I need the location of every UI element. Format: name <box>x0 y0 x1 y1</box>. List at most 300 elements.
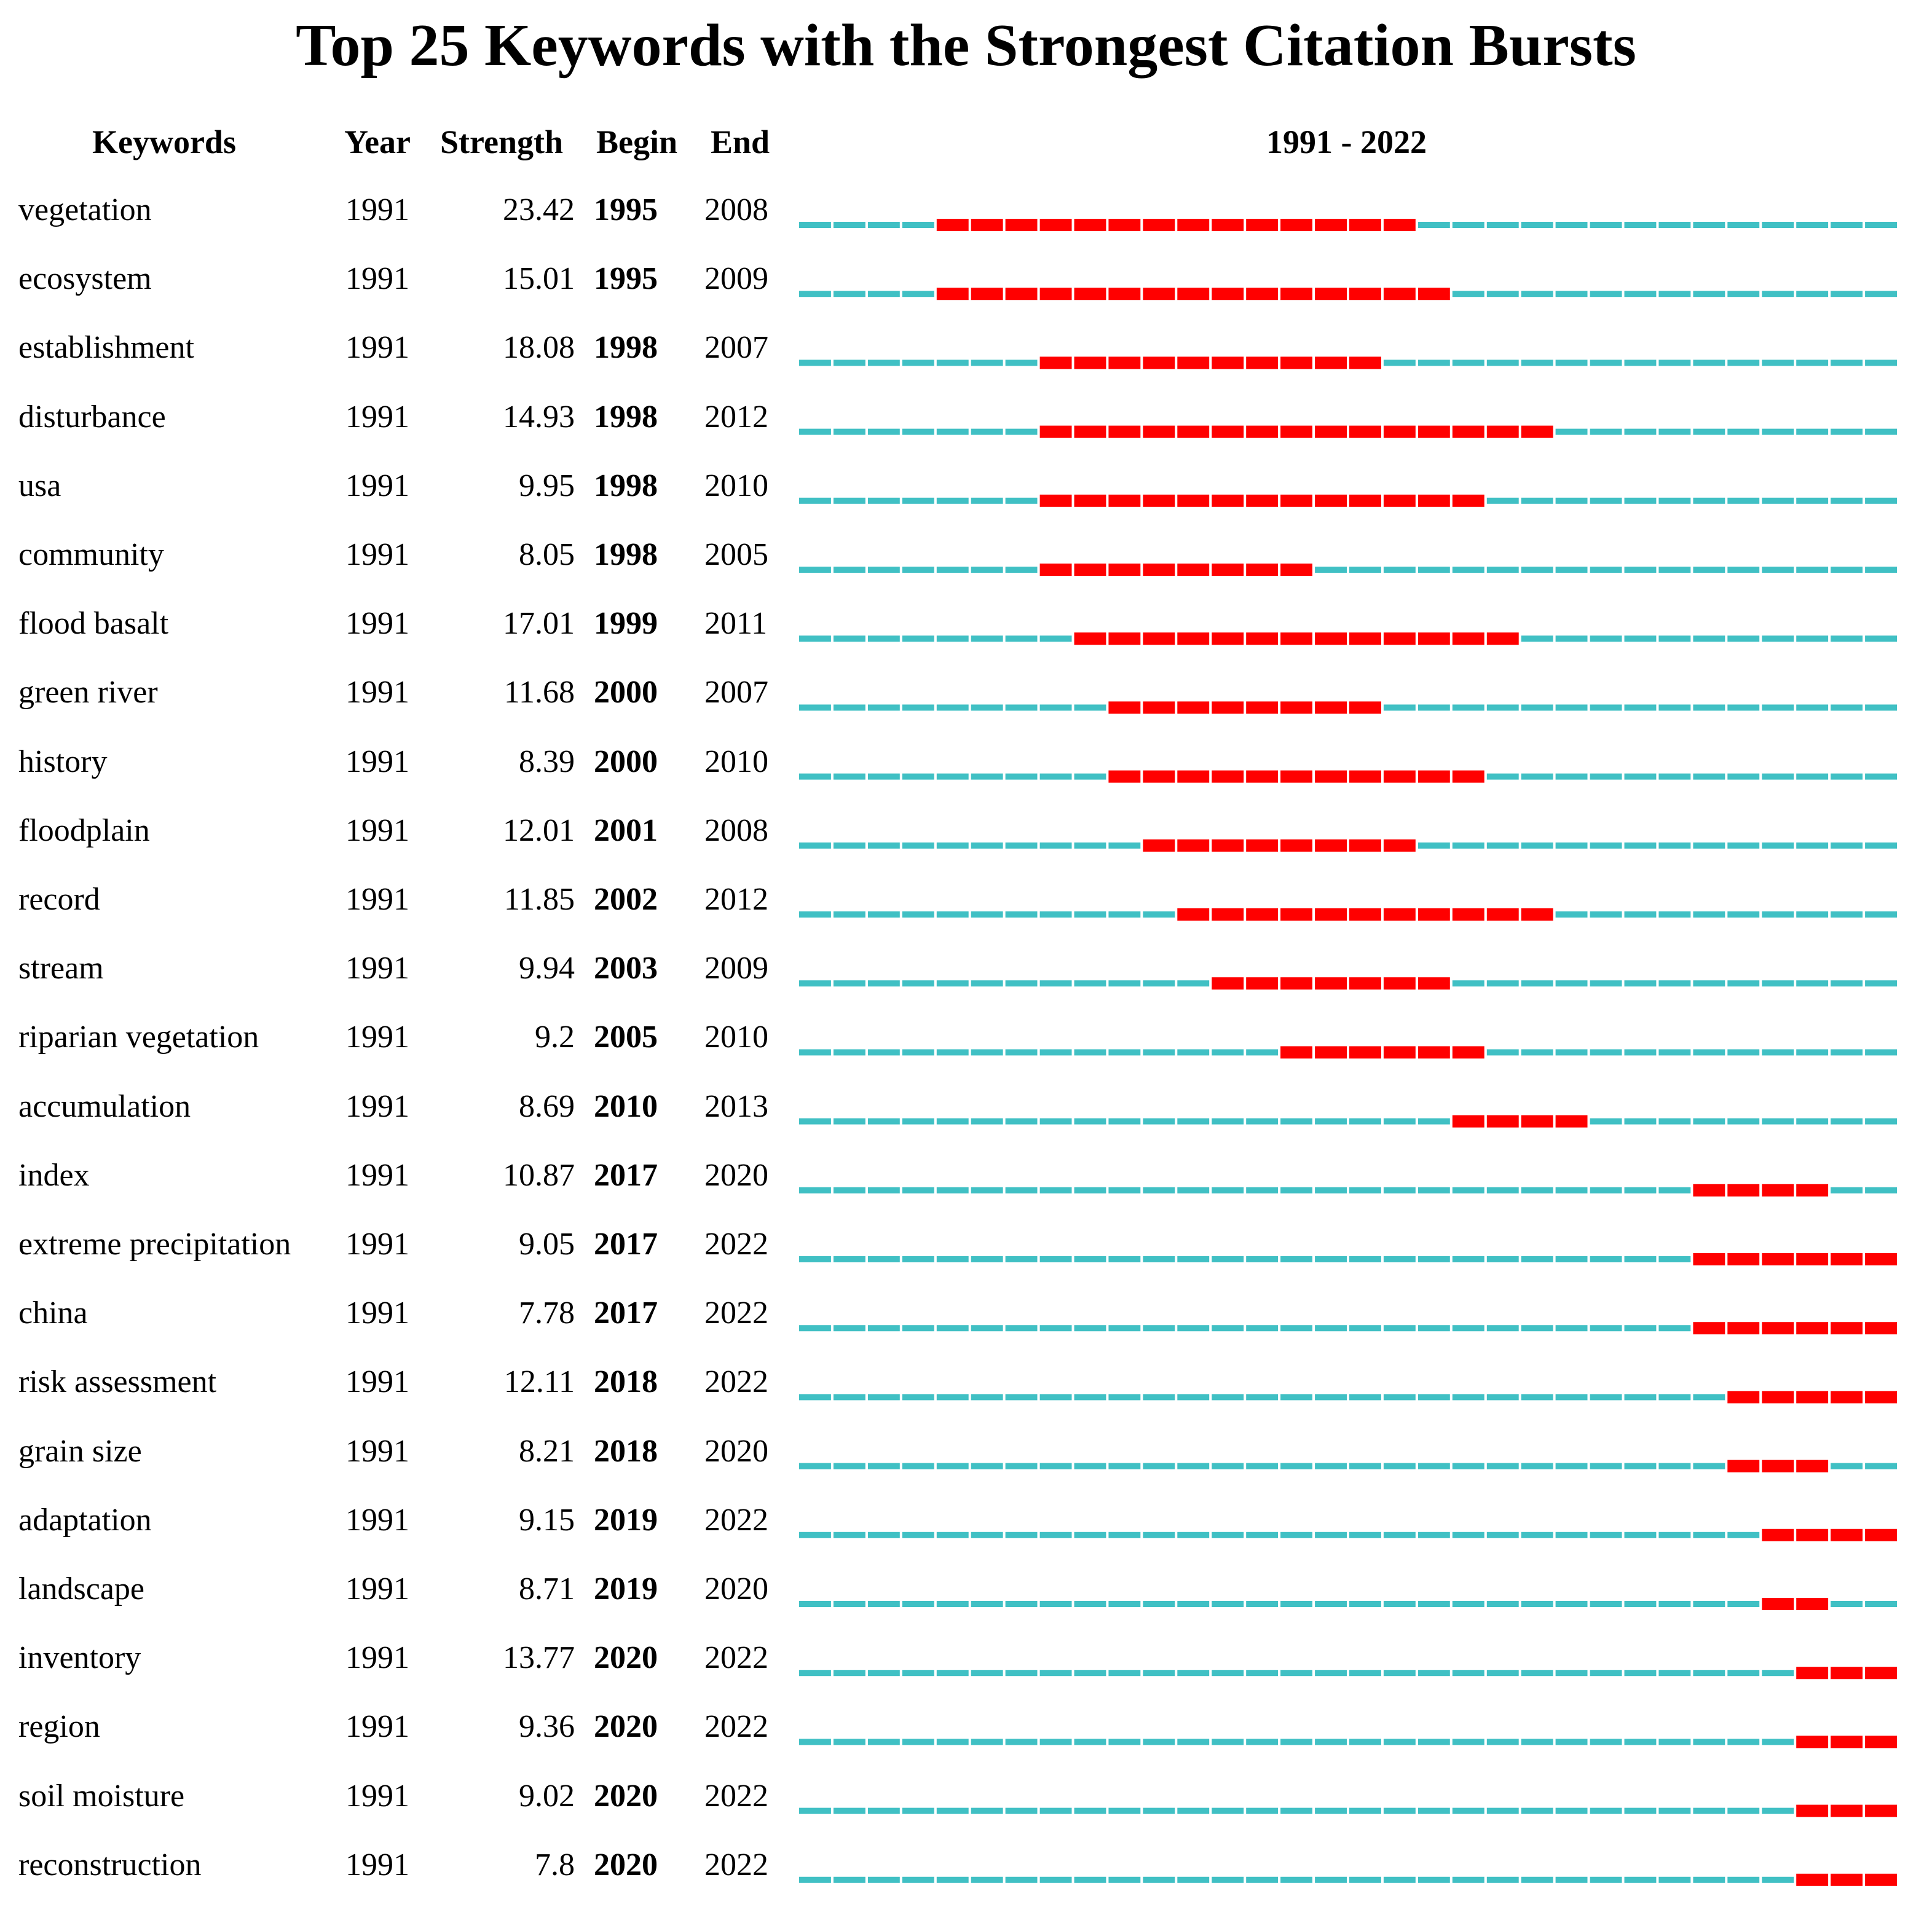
burst-segment <box>1280 426 1312 438</box>
header-year: Year <box>344 124 411 160</box>
burst-segment <box>1418 977 1450 989</box>
baseline-segment <box>1006 1601 1038 1607</box>
baseline-segment <box>1727 704 1759 710</box>
baseline-segment <box>799 1808 831 1814</box>
baseline-segment <box>1212 1394 1244 1400</box>
baseline-segment <box>868 1325 900 1331</box>
baseline-segment <box>1280 1463 1312 1469</box>
baseline-segment <box>1521 1463 1553 1469</box>
baseline-segment <box>1074 1877 1106 1883</box>
baseline-segment <box>1177 1463 1209 1469</box>
burst-segment <box>937 219 969 231</box>
baseline-segment <box>1625 429 1657 435</box>
baseline-segment <box>1625 1463 1657 1469</box>
row-year: 1991 <box>345 1364 409 1400</box>
baseline-segment <box>1006 1739 1038 1745</box>
burst-segment <box>1418 426 1450 438</box>
row-keyword: adaptation <box>18 1502 152 1538</box>
burst-segment <box>1831 1391 1863 1403</box>
baseline-segment <box>1246 1808 1278 1814</box>
burst-segment <box>1521 908 1553 921</box>
burst-segment <box>1143 701 1175 714</box>
burst-segment <box>1693 1184 1725 1197</box>
baseline-segment <box>1074 1049 1106 1055</box>
burst-segment <box>1796 1874 1828 1886</box>
baseline-segment <box>1074 843 1106 849</box>
baseline-segment <box>1006 1187 1038 1193</box>
baseline-segment <box>1040 1808 1072 1814</box>
baseline-segment <box>1762 498 1794 504</box>
baseline-segment <box>937 1394 969 1400</box>
baseline-segment <box>1521 774 1553 780</box>
baseline-segment <box>1315 1808 1347 1814</box>
baseline-segment <box>1831 635 1863 642</box>
baseline-segment <box>1418 360 1450 366</box>
baseline-segment <box>971 635 1003 642</box>
baseline-segment <box>1521 1187 1553 1193</box>
baseline-segment <box>1658 1187 1690 1193</box>
baseline-segment <box>1831 774 1863 780</box>
row-keyword: ecosystem <box>18 261 152 297</box>
baseline-segment <box>1693 1739 1725 1745</box>
baseline-segment <box>1796 704 1828 710</box>
burst-segment <box>1212 219 1244 231</box>
baseline-segment <box>971 1808 1003 1814</box>
baseline-segment <box>1384 1187 1416 1193</box>
baseline-segment <box>1143 1808 1175 1814</box>
baseline-segment <box>1590 704 1622 710</box>
baseline-segment <box>1796 774 1828 780</box>
baseline-segment <box>1762 567 1794 573</box>
baseline-segment <box>902 980 934 986</box>
burst-segment <box>1212 701 1244 714</box>
baseline-segment <box>868 1119 900 1125</box>
baseline-segment <box>1556 843 1588 849</box>
baseline-segment <box>1074 1670 1106 1676</box>
baseline-segment <box>1074 980 1106 986</box>
baseline-segment <box>1556 1463 1588 1469</box>
burst-segment <box>1865 1391 1897 1403</box>
baseline-segment <box>902 1877 934 1883</box>
baseline-segment <box>799 1119 831 1125</box>
baseline-segment <box>902 704 934 710</box>
row-begin: 2000 <box>594 675 658 710</box>
baseline-segment <box>1006 911 1038 918</box>
row-strength: 8.21 <box>519 1433 575 1469</box>
row-year: 1991 <box>345 1640 409 1676</box>
burst-segment <box>1074 356 1106 369</box>
burst-segment <box>1521 1115 1553 1128</box>
baseline-segment <box>834 1463 865 1469</box>
baseline-segment <box>1143 1256 1175 1262</box>
baseline-segment <box>1349 1256 1381 1262</box>
baseline-segment <box>1143 1325 1175 1331</box>
baseline-segment <box>1074 1394 1106 1400</box>
baseline-segment <box>799 704 831 710</box>
baseline-segment <box>799 1187 831 1193</box>
baseline-segment <box>902 1325 934 1331</box>
row-begin: 2018 <box>594 1433 658 1469</box>
baseline-segment <box>1796 635 1828 642</box>
burst-segment <box>1246 701 1278 714</box>
row-strength: 23.42 <box>503 192 575 227</box>
burst-segment <box>1074 426 1106 438</box>
baseline-segment <box>1865 1463 1897 1469</box>
baseline-segment <box>1418 1325 1450 1331</box>
burst-segment <box>1177 771 1209 783</box>
burst-segment <box>1418 495 1450 507</box>
baseline-segment <box>1074 911 1106 918</box>
burst-segment <box>1384 908 1416 921</box>
row-year: 1991 <box>345 1020 409 1055</box>
burst-segment <box>1074 495 1106 507</box>
baseline-segment <box>1074 1601 1106 1607</box>
baseline-segment <box>1831 1463 1863 1469</box>
baseline-segment <box>834 843 865 849</box>
baseline-segment <box>902 774 934 780</box>
row-end: 2022 <box>704 1364 768 1400</box>
baseline-segment <box>971 911 1003 918</box>
baseline-segment <box>1453 1532 1484 1538</box>
row-year: 1991 <box>345 1157 409 1193</box>
baseline-segment <box>1349 1532 1381 1538</box>
burst-segment <box>1418 771 1450 783</box>
baseline-segment <box>1487 1601 1519 1607</box>
baseline-segment <box>834 222 865 228</box>
burst-segment <box>1074 632 1106 645</box>
row-strength: 9.15 <box>519 1502 575 1538</box>
baseline-segment <box>1727 222 1759 228</box>
baseline-segment <box>1246 1670 1278 1676</box>
burst-segment <box>1865 1736 1897 1748</box>
burst-segment <box>1865 1805 1897 1817</box>
baseline-segment <box>1762 1877 1794 1883</box>
baseline-segment <box>1590 291 1622 297</box>
baseline-segment <box>1727 774 1759 780</box>
burst-segment <box>1487 426 1519 438</box>
row-strength: 9.05 <box>519 1227 575 1262</box>
baseline-segment <box>1384 1325 1416 1331</box>
baseline-segment <box>1831 911 1863 918</box>
baseline-segment <box>1177 1601 1209 1607</box>
baseline-segment <box>1006 1670 1038 1676</box>
burst-segment <box>1796 1460 1828 1473</box>
burst-segment <box>1108 564 1140 576</box>
burst-segment <box>1762 1598 1794 1610</box>
baseline-segment <box>1658 843 1690 849</box>
baseline-segment <box>1693 1532 1725 1538</box>
baseline-segment <box>1521 291 1553 297</box>
baseline-segment <box>1040 1670 1072 1676</box>
baseline-segment <box>1796 1049 1828 1055</box>
baseline-segment <box>1658 1256 1690 1262</box>
baseline-segment <box>1074 1256 1106 1262</box>
row-begin: 2001 <box>594 812 658 848</box>
header-strength: Strength <box>440 124 564 160</box>
burst-segment <box>1865 1667 1897 1679</box>
baseline-segment <box>1796 567 1828 573</box>
baseline-segment <box>834 1532 865 1538</box>
burst-segment <box>1315 219 1347 231</box>
baseline-segment <box>1796 360 1828 366</box>
row-strength: 9.2 <box>535 1020 575 1055</box>
baseline-segment <box>1108 843 1140 849</box>
baseline-segment <box>1693 498 1725 504</box>
row-strength: 9.94 <box>519 951 575 986</box>
burst-segment <box>1831 1874 1863 1886</box>
burst-segment <box>1727 1391 1759 1403</box>
baseline-segment <box>1658 222 1690 228</box>
baseline-segment <box>937 360 969 366</box>
baseline-segment <box>1590 843 1622 849</box>
burst-segment <box>1762 1184 1794 1197</box>
baseline-segment <box>1349 1670 1381 1676</box>
baseline-segment <box>1212 1049 1244 1055</box>
burst-segment <box>1040 495 1072 507</box>
baseline-segment <box>937 1256 969 1262</box>
baseline-segment <box>1246 1256 1278 1262</box>
baseline-segment <box>1831 1601 1863 1607</box>
baseline-segment <box>1384 1119 1416 1125</box>
baseline-segment <box>799 980 831 986</box>
baseline-segment <box>1177 1877 1209 1883</box>
baseline-segment <box>868 498 900 504</box>
baseline-segment <box>1521 567 1553 573</box>
baseline-segment <box>1658 1049 1690 1055</box>
baseline-segment <box>1453 1394 1484 1400</box>
baseline-segment <box>1658 1532 1690 1538</box>
burst-segment <box>1349 495 1381 507</box>
baseline-segment <box>1727 498 1759 504</box>
baseline-segment <box>971 774 1003 780</box>
baseline-segment <box>1487 1256 1519 1262</box>
baseline-segment <box>1831 360 1863 366</box>
baseline-segment <box>834 1187 865 1193</box>
baseline-segment <box>937 429 969 435</box>
baseline-segment <box>1040 1187 1072 1193</box>
baseline-segment <box>971 1877 1003 1883</box>
burst-segment <box>1487 908 1519 921</box>
baseline-segment <box>1212 1119 1244 1125</box>
baseline-segment <box>1384 704 1416 710</box>
baseline-segment <box>1762 843 1794 849</box>
baseline-segment <box>1625 1601 1657 1607</box>
burst-segment <box>1212 426 1244 438</box>
baseline-segment <box>868 980 900 986</box>
burst-segment <box>1384 839 1416 852</box>
baseline-segment <box>1453 1601 1484 1607</box>
row-keyword: vegetation <box>18 192 152 227</box>
burst-segment <box>1177 356 1209 369</box>
row-keyword: flood basalt <box>18 606 169 642</box>
baseline-segment <box>971 1187 1003 1193</box>
burst-segment <box>1246 426 1278 438</box>
row-keyword: index <box>18 1157 90 1193</box>
baseline-segment <box>1212 1808 1244 1814</box>
baseline-segment <box>1762 1049 1794 1055</box>
burst-segment <box>1280 495 1312 507</box>
baseline-segment <box>1143 911 1175 918</box>
row-end: 2020 <box>704 1571 768 1606</box>
baseline-segment <box>1865 1187 1897 1193</box>
burst-segment <box>1212 977 1244 989</box>
baseline-segment <box>1831 222 1863 228</box>
baseline-segment <box>868 704 900 710</box>
baseline-segment <box>902 360 934 366</box>
baseline-segment <box>1590 429 1622 435</box>
row-keyword: stream <box>18 951 104 986</box>
baseline-segment <box>902 222 934 228</box>
baseline-segment <box>1418 1670 1450 1676</box>
baseline-segment <box>1280 1325 1312 1331</box>
burst-segment <box>1246 632 1278 645</box>
baseline-segment <box>1831 567 1863 573</box>
row-begin: 2005 <box>594 1020 658 1055</box>
baseline-segment <box>1280 1119 1312 1125</box>
baseline-segment <box>1762 291 1794 297</box>
baseline-segment <box>937 1049 969 1055</box>
baseline-segment <box>1108 980 1140 986</box>
baseline-segment <box>1143 1601 1175 1607</box>
baseline-segment <box>868 1670 900 1676</box>
row-begin: 2019 <box>594 1502 658 1538</box>
burst-segment <box>1693 1322 1725 1334</box>
baseline-segment <box>1727 1601 1759 1607</box>
baseline-segment <box>1556 498 1588 504</box>
baseline-segment <box>1625 704 1657 710</box>
burst-segment <box>1796 1529 1828 1541</box>
baseline-segment <box>1556 1325 1588 1331</box>
row-keyword: community <box>18 537 164 572</box>
baseline-segment <box>1625 1394 1657 1400</box>
row-begin: 2020 <box>594 1778 658 1814</box>
baseline-segment <box>1143 1877 1175 1883</box>
baseline-segment <box>971 1256 1003 1262</box>
burst-segment <box>1246 495 1278 507</box>
row-strength: 17.01 <box>503 606 575 642</box>
baseline-segment <box>1006 1463 1038 1469</box>
row-keyword: establishment <box>18 330 194 366</box>
baseline-segment <box>1521 704 1553 710</box>
baseline-segment <box>1556 980 1588 986</box>
burst-segment <box>1177 839 1209 852</box>
burst-segment <box>1384 1046 1416 1058</box>
row-strength: 8.71 <box>519 1571 575 1606</box>
row-keyword: risk assessment <box>18 1364 217 1400</box>
burst-segment <box>1796 1736 1828 1748</box>
baseline-segment <box>799 1394 831 1400</box>
baseline-segment <box>1074 1187 1106 1193</box>
baseline-segment <box>799 774 831 780</box>
baseline-segment <box>1762 1119 1794 1125</box>
burst-segment <box>1246 908 1278 921</box>
baseline-segment <box>834 1601 865 1607</box>
row-end: 2011 <box>704 606 768 642</box>
baseline-segment <box>1315 1601 1347 1607</box>
row-year: 1991 <box>345 261 409 297</box>
baseline-segment <box>1625 291 1657 297</box>
baseline-segment <box>1625 774 1657 780</box>
baseline-segment <box>1865 911 1897 918</box>
baseline-segment <box>1108 1808 1140 1814</box>
burst-segment <box>1315 632 1347 645</box>
row-year: 1991 <box>345 1088 409 1124</box>
burst-segment <box>1143 356 1175 369</box>
baseline-segment <box>1040 1394 1072 1400</box>
baseline-segment <box>1658 291 1690 297</box>
row-year: 1991 <box>345 1433 409 1469</box>
baseline-segment <box>1556 774 1588 780</box>
baseline-segment <box>868 1394 900 1400</box>
baseline-segment <box>1658 1601 1690 1607</box>
baseline-segment <box>1315 1394 1347 1400</box>
baseline-segment <box>1556 429 1588 435</box>
baseline-segment <box>1658 635 1690 642</box>
baseline-segment <box>937 911 969 918</box>
baseline-segment <box>1521 360 1553 366</box>
burst-segment <box>1796 1598 1828 1610</box>
row-year: 1991 <box>345 1709 409 1745</box>
baseline-segment <box>1487 1532 1519 1538</box>
burst-segment <box>1143 219 1175 231</box>
baseline-segment <box>868 911 900 918</box>
baseline-segment <box>1384 1808 1416 1814</box>
burst-segment <box>1384 288 1416 300</box>
baseline-segment <box>1727 1877 1759 1883</box>
row-keyword: landscape <box>18 1571 145 1606</box>
burst-segment <box>1315 1046 1347 1058</box>
baseline-segment <box>1418 1119 1450 1125</box>
baseline-segment <box>1521 1808 1553 1814</box>
baseline-segment <box>1006 635 1038 642</box>
baseline-segment <box>1006 980 1038 986</box>
baseline-segment <box>1315 1187 1347 1193</box>
burst-segment <box>1384 426 1416 438</box>
burst-segment <box>1280 908 1312 921</box>
burst-segment <box>1521 426 1553 438</box>
burst-segment <box>1453 1115 1484 1128</box>
burst-segment <box>1349 288 1381 300</box>
baseline-segment <box>1625 1049 1657 1055</box>
baseline-segment <box>868 843 900 849</box>
burst-segment <box>1796 1253 1828 1265</box>
burst-segment <box>1865 1322 1897 1334</box>
baseline-segment <box>1727 843 1759 849</box>
baseline-segment <box>1727 1532 1759 1538</box>
row-year: 1991 <box>345 537 409 572</box>
baseline-segment <box>1487 1049 1519 1055</box>
baseline-segment <box>868 774 900 780</box>
row-keyword: history <box>18 744 108 779</box>
baseline-segment <box>799 1463 831 1469</box>
baseline-segment <box>1693 360 1725 366</box>
baseline-segment <box>1418 1394 1450 1400</box>
baseline-segment <box>1658 1119 1690 1125</box>
burst-segment <box>1246 288 1278 300</box>
baseline-segment <box>868 291 900 297</box>
burst-segment <box>1315 771 1347 783</box>
row-strength: 13.77 <box>503 1640 575 1676</box>
baseline-segment <box>1212 1601 1244 1607</box>
baseline-segment <box>1865 360 1897 366</box>
chart-title: Top 25 Keywords with the Strongest Citation Bursts <box>296 12 1636 79</box>
baseline-segment <box>1212 1463 1244 1469</box>
row-year: 1991 <box>345 1778 409 1814</box>
baseline-segment <box>1762 429 1794 435</box>
baseline-segment <box>1693 704 1725 710</box>
baseline-segment <box>1693 1877 1725 1883</box>
baseline-segment <box>971 1670 1003 1676</box>
